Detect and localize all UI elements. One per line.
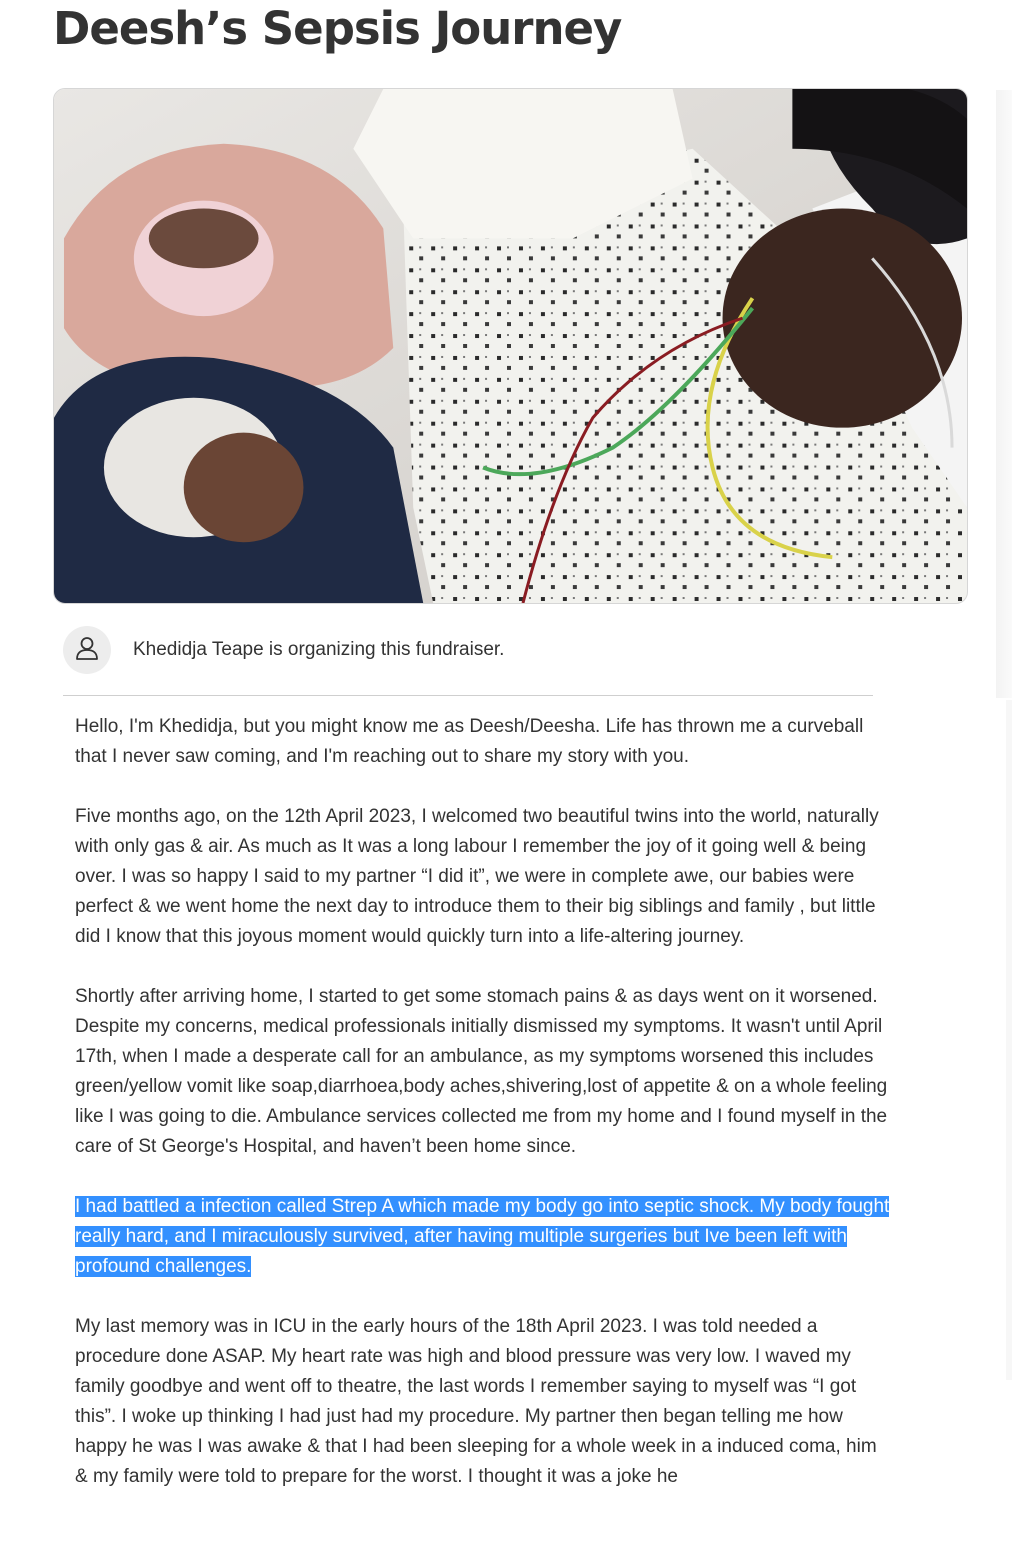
story-body [75, 712, 890, 1522]
selected-text: I had battled a infection called Strep A which made my body go into septic shock. My body fought really hard, and I miraculously survived, after having multiple surgeries but Ive been left with profound challenges. [75, 1196, 890, 1277]
story-paragraph-4-selected [75, 1192, 890, 1282]
story-paragraph-2: Five months ago, on the 12th April 2023, I welcomed two beautiful twins into the world, naturally with only gas & air. As much as It was a long labour I remember the joy of it going well & being over. I was so happy I said to my partner “I did it”, we were in complete awe, our babies were perfect & we went home the next day to introduce them to their big siblings and family , but little did I know that this joyous moment would quickly turn into a life-altering journey. [75, 806, 879, 947]
organizer-row [63, 626, 504, 674]
story-paragraph-1: Hello, I'm Khedidja, but you might know me as Deesh/Deesha. Life has thrown me a curveball that I never saw coming, and I'm reaching out to share my story with you. [75, 716, 864, 767]
avatar[interactable] [63, 626, 111, 674]
organizer-text: Khedidja Teape is organizing this fundraiser. [133, 639, 505, 660]
person-outline-icon [74, 635, 100, 666]
sidebar-edge-lower [1006, 700, 1012, 1380]
page-title: Deesh’s Sepsis Journey [53, 2, 622, 55]
hero-photo[interactable] [53, 88, 968, 604]
sidebar-edge [996, 90, 1012, 698]
story-paragraph-3: Shortly after arriving home, I started to get some stomach pains & as days went on it worsened. Despite my concerns, medical professionals initially dismissed my symptoms. It wasn't until April 17th, when I made a desperate call for an ambulance, as my symptoms worsened this includes green/yellow vomit like soap,diarrhoea,body aches,shivering,lost of appetite & on a whole feeling like I was going to die. Ambulance services collected me from my home and I found myself in the care of St George's Hospital, and haven’t been home since. [75, 986, 888, 1157]
story-paragraph-5: My last memory was in ICU in the early hours of the 18th April 2023. I was told needed a procedure done ASAP. My heart rate was high and blood pressure was very low. I waved my family goodbye and went off to theatre, the last words I remember saying to myself was “I got this”. I woke up thinking I had just had my procedure. My partner then began telling me how happy he was I was awake & that I had been sleeping for a whole week in a induced coma, him & my family were told to prepare for the worst. I thought it was a joke he [75, 1316, 877, 1487]
divider [63, 695, 873, 696]
hero-photo-illustration [54, 89, 967, 603]
